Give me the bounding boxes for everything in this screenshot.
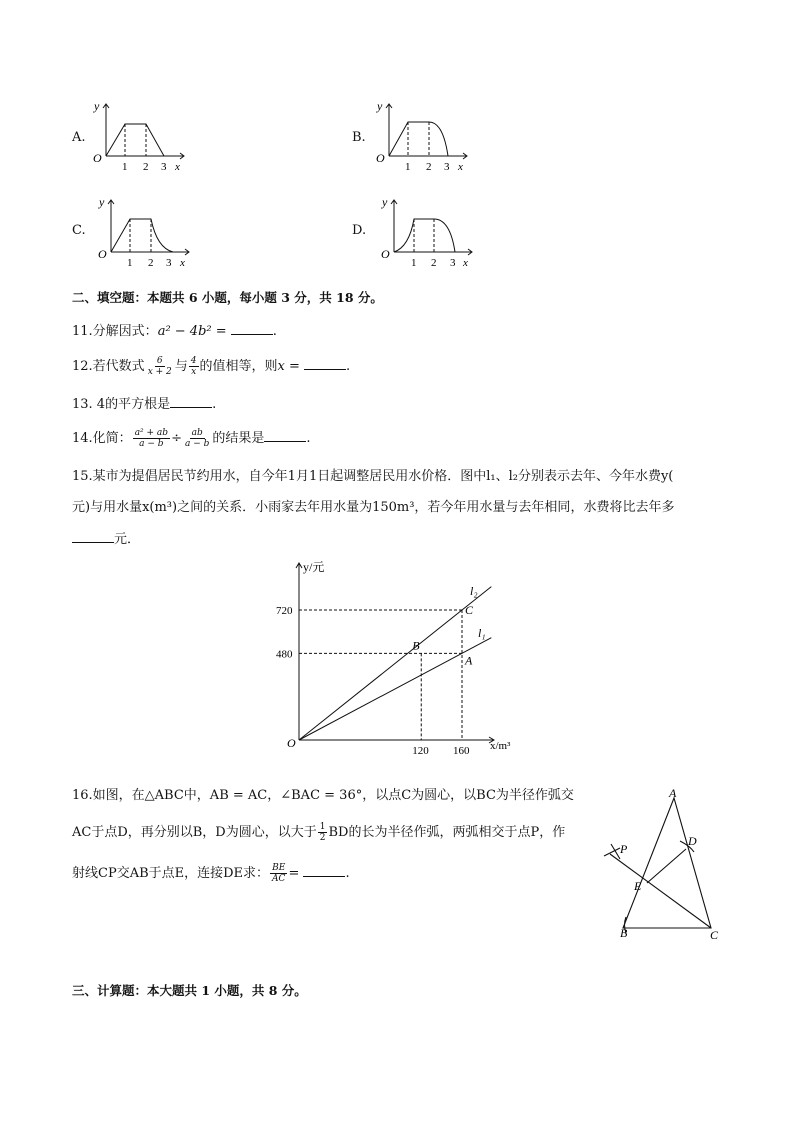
point-label-B: B <box>412 638 420 653</box>
section2-title: 二、填空题：本题共 6 小题，每小题 3 分，共 18 分。 <box>72 290 383 305</box>
vertex-c: C <box>710 928 719 942</box>
tick-1: 1 <box>122 161 128 173</box>
answer-blank[interactable] <box>170 395 212 408</box>
section3-title: 三、计算题：本大题共 1 小题，共 8 分。 <box>72 983 307 998</box>
l1-label: l₁ <box>478 626 486 640</box>
tick-3: 3 <box>166 257 172 269</box>
option-a-label: A. <box>72 130 86 145</box>
question-11: 11.分解因式：a² − 4b² = . <box>72 324 277 339</box>
ray-cp <box>610 854 711 928</box>
y-label: y <box>382 195 388 209</box>
point-label-A: A <box>465 653 473 668</box>
x-axis-label: x/m³ <box>490 740 511 752</box>
question-16-line1: 16.如图，在△ABC中，AB = AC，∠BAC = 36°，以点C为圆心，以BC为半径作弧交 <box>72 788 574 803</box>
tick-2: 2 <box>143 161 149 173</box>
question-14: 14.化简： $\frac{\text{a² + ab}}{a - b}$ ÷ $\frac{ab}{a - b}$ 的结果是 . <box>72 428 311 449</box>
option-b-label: B. <box>352 130 366 145</box>
y-label: y <box>99 195 105 209</box>
question-12: 12.若代数式 $\frac{6}{x + 2}$ 与 $\frac{4}{x}$ 的值相等，则x = . <box>72 356 351 377</box>
origin-label: O <box>376 151 385 165</box>
vertex-b: B <box>620 926 628 940</box>
x-tick-120: 120 <box>412 745 429 757</box>
answer-blank[interactable] <box>231 322 273 335</box>
origin-label: O <box>98 247 107 261</box>
point-p: P <box>620 842 628 856</box>
y-tick-480: 480 <box>276 648 293 661</box>
question-13: 13. 4的平方根是 . <box>72 397 217 412</box>
option-b-graph <box>371 96 481 176</box>
y-label: y <box>377 99 383 113</box>
tick-1: 1 <box>127 257 133 269</box>
tick-2: 2 <box>431 257 437 269</box>
tick-3: 3 <box>444 161 450 173</box>
x-label: x <box>463 257 468 269</box>
tick-2: 2 <box>148 257 154 269</box>
x-tick-160: 160 <box>453 745 470 757</box>
option-d-graph <box>376 192 486 272</box>
answer-blank[interactable] <box>72 530 114 543</box>
triangle-abc <box>623 798 711 928</box>
option-c-label: C. <box>72 223 86 238</box>
tick-3: 3 <box>161 161 167 173</box>
origin-label: O <box>287 736 296 750</box>
question-16-line2: AC于点D，再分别以B，D为圆心，以大于 $\frac{1}{2}$ BD的长为半径作弧，两弧相交于点P，作 <box>72 822 566 843</box>
x-label: x <box>180 257 185 269</box>
question-15-line1: 15.某市为提倡居民节约用水，自今年1月1日起调整居民用水价格．图中l₁、l₂分别表示去年、今年水费y( <box>72 469 674 484</box>
x-label: x <box>458 161 463 173</box>
y-axis-label: y/元 <box>303 560 325 574</box>
answer-blank[interactable] <box>304 357 346 370</box>
origin-label: O <box>381 247 390 261</box>
tick-3: 3 <box>450 257 456 269</box>
answer-blank[interactable] <box>264 429 306 442</box>
tick-1: 1 <box>411 257 417 269</box>
tick-2: 2 <box>426 161 432 173</box>
option-d-label: D. <box>352 223 367 238</box>
question-15-line3: 元． <box>72 530 140 549</box>
segment-de <box>647 849 686 883</box>
question-15-line2: 元)与用水量x(m³)之间的关系．小雨家去年用水量为150m³，若今年用水量与去年相同，水费将比去年多 <box>72 500 675 515</box>
l2-label: l₂ <box>470 584 478 598</box>
origin-label: O <box>93 151 102 165</box>
x-label: x <box>175 161 180 173</box>
vertex-a: A <box>669 786 677 800</box>
y-tick-720: 720 <box>276 605 293 617</box>
tick-1: 1 <box>405 161 411 173</box>
question-16-line3: 射线CP交AB于点E，连接DE求： $\frac{BE}{AC}$ = . <box>72 863 350 884</box>
water-fee-chart <box>276 555 530 757</box>
y-label: y <box>94 99 100 113</box>
option-c-graph <box>93 192 203 272</box>
point-e: E <box>634 879 642 893</box>
point-d: D <box>688 834 697 848</box>
point-label-C: C <box>465 603 474 617</box>
option-a-graph <box>88 96 198 176</box>
triangle-figure <box>598 786 728 946</box>
answer-blank[interactable] <box>303 864 345 877</box>
